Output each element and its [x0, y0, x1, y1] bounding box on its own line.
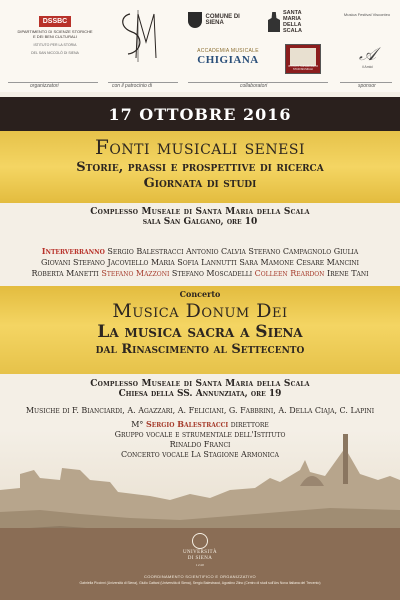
ars-signature-logo: [345, 44, 390, 69]
santa-maria-logo: [268, 10, 328, 34]
ensemble-line: Concerto vocale La Stagione Armonica: [121, 450, 279, 459]
speaker: Maria Sofia Lannutti: [150, 258, 237, 267]
musica-festival-logo: Musica Festival Visconteo: [343, 12, 391, 17]
comune-siena-logo: [188, 12, 258, 28]
university-line3: 1240: [195, 563, 205, 567]
coordination-title: COORDINAMENTO SCIENTIFICO E ORGANIZZATIVO: [144, 574, 256, 579]
giornata-subtitle2: Giornata di studi: [143, 176, 257, 191]
istituto-line2: DEL SAN NICCOLÒ DI SIENA: [31, 51, 79, 55]
date-band: [0, 97, 400, 131]
speaker: Cesare Mancini: [296, 258, 360, 267]
sms-line2: MARIA: [283, 16, 302, 22]
dssbc-line2: E DEI BENI CULTURALI: [33, 34, 77, 39]
siena-shield-icon: [188, 12, 202, 28]
concerto-venue: [0, 374, 400, 399]
dssbc-line1: DIPARTIMENTO DI SCIENZE STORICHE: [17, 29, 93, 34]
director-suffix: direttore: [228, 420, 269, 429]
concerto-subtitle2: dal Rinascimento al Settecento: [95, 342, 305, 357]
speaker: Stefano Mazzoni: [101, 269, 170, 278]
building-icon: [290, 48, 316, 66]
dssbc-mark: DSSBC: [39, 16, 72, 27]
chigiana-label: CHIGIANA: [197, 54, 259, 66]
concerto-title: Musica Donum Dei: [112, 300, 288, 322]
istituto-franci-logo: [285, 44, 321, 74]
logo-header: [0, 0, 400, 92]
chigiana-logo: [188, 48, 268, 66]
director-prefix: M°: [131, 420, 146, 429]
composers-line: Musiche di F. Bianciardi, A. Agazzari, A. Feliciani, G. Fabbrini, A. Della Ciaja, C. Lapini: [25, 406, 375, 415]
concerto-venue-name: Complesso Museale di Santa Maria della Scala: [90, 379, 310, 389]
university-line1: UNIVERSITÀ: [183, 550, 217, 555]
credit-collaboratori: collaboratori: [240, 83, 268, 89]
franci-caption: ISTITUTO SUPERIORE DI STUDI MUSICALI: [288, 65, 318, 71]
speaker: Sara Mamone: [239, 258, 294, 267]
giornata-banner: [0, 131, 400, 203]
franci-line: Rinaldo Franci: [169, 440, 231, 449]
coordination-text: Gabriella Piccinni (Università di Siena), Giulio Cattani (Università di Siena), Sergio Balestracci, Agostino Ziino (Centro di studi sull'Ars Nova Italiana del Trecento): [79, 581, 321, 585]
dssbc-logo: [10, 10, 100, 55]
sms-line3: DELLA: [283, 22, 302, 28]
concerto-church: Chiesa della SS. Annunziata, ore 19: [118, 389, 282, 399]
credit-patrocinio: con il patrocinio di: [112, 83, 153, 89]
university-line2: DI SIENA: [187, 556, 213, 561]
speaker: Antonio Calvia: [186, 247, 246, 256]
credit-sponsor: sponsor: [358, 83, 376, 89]
credit-organizzatori: organizzatori: [30, 83, 59, 89]
speaker: Colleen Reardon: [254, 269, 325, 278]
speaker: Sergio Balestracci: [107, 247, 184, 256]
istituto-line1: ISTITUTO PER LA STORIA: [33, 43, 77, 47]
sm-monogram-logo: [112, 8, 162, 64]
speaker: Irene Tani: [326, 269, 369, 278]
speaker: Stefano Jacoviello: [72, 258, 149, 267]
group-line: Gruppo vocale e strumentale dell'Istituto: [114, 430, 286, 439]
speaker: Giovani: [40, 258, 71, 267]
director-name: Sergio Balestracci: [145, 419, 229, 429]
venue-room: sala San Galgano, ore 10: [142, 217, 258, 227]
credits-row: [0, 82, 400, 92]
giornata-subtitle: Storie, prassi e prospettive di ricerca: [76, 160, 324, 175]
speakers-label: Interverranno: [41, 246, 105, 256]
concerto-subtitle: La musica sacra a Siena: [97, 322, 303, 342]
giornata-title: Fonti musicali senesi: [95, 135, 305, 159]
speaker: Giulia: [333, 247, 359, 256]
ars-caption: il Amici: [362, 65, 373, 69]
accademia-label: ACCADEMIA MUSICALE: [197, 48, 259, 54]
sm-monogram-icon: [112, 8, 162, 64]
speaker: Stefano Campagnolo: [248, 247, 332, 256]
concerto-label: Concerto: [179, 289, 221, 299]
signature-icon: 𝒜: [358, 44, 377, 65]
comune-label: COMUNE DI SIENA: [205, 14, 240, 26]
sms-line4: SCALA: [283, 28, 302, 34]
speaker: Stefano Moscadelli: [171, 269, 253, 278]
tower-icon: [268, 12, 280, 32]
event-date: 17 OTTOBRE 2016: [108, 104, 292, 124]
university-seal-icon: [192, 533, 208, 549]
venue-name: Complesso Museale di Santa Maria della Scala: [90, 207, 310, 217]
performers: [0, 419, 400, 460]
footer: [0, 528, 400, 600]
speaker: Roberta Manetti: [31, 269, 99, 278]
sms-line1: SANTA: [283, 10, 302, 16]
concerto-banner: [0, 286, 400, 374]
